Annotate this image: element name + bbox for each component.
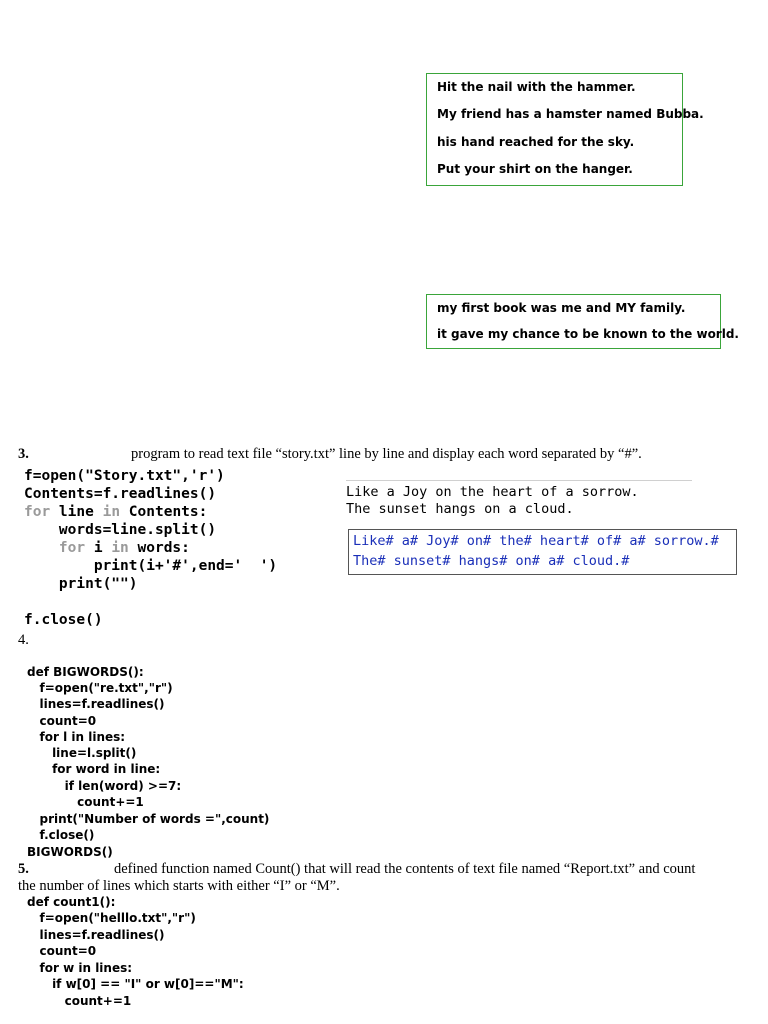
code-line: lines=f.readlines()	[27, 697, 165, 711]
sample-line: my first book was me and MY family.	[437, 301, 686, 315]
sample-text-box-2	[426, 294, 739, 349]
code-line: Contents=f.readlines()	[24, 486, 217, 502]
code-line: if len(word) >=7:	[27, 779, 182, 793]
story-text-sample	[346, 480, 692, 517]
q5-number: 5.	[18, 861, 29, 877]
code-line: count=0	[27, 944, 97, 958]
sample-line: Put your shirt on the hanger.	[437, 162, 633, 176]
code-line: for i in words:	[24, 540, 190, 556]
code-line: if w[0] == "I" or w[0]=="M":	[27, 977, 244, 991]
code-line: for line in Contents:	[24, 504, 208, 520]
code-line: f.close()	[27, 828, 95, 842]
q3-number: 3.	[18, 446, 29, 462]
sample-line: it gave my chance to be known to the world.	[437, 327, 739, 341]
sample-line: My friend has a hamster named Bubba.	[437, 107, 704, 121]
code-line: for l in lines:	[27, 730, 126, 744]
story-line: Like a Joy on the heart of a sorrow.	[346, 484, 639, 500]
code-line: count=0	[27, 714, 97, 728]
output-line: The# sunset# hangs# on# a# cloud.#	[353, 553, 630, 569]
code-line: f=open("re.txt","r")	[27, 681, 173, 695]
code-line: print(i+'#',end=' ')	[24, 558, 278, 574]
code-line: BIGWORDS()	[27, 845, 113, 859]
code-line: count+=1	[27, 994, 132, 1008]
q5-text-2: the number of lines which starts with either “I” or “M”.	[18, 878, 340, 894]
code-line: f.close()	[24, 612, 103, 628]
code-line: f=open("Story.txt",'r')	[24, 468, 225, 484]
code-line: f=open("helllo.txt","r")	[27, 911, 196, 925]
q4-number: 4.	[18, 632, 29, 648]
code-line: print("")	[24, 576, 138, 592]
code-line: def BIGWORDS():	[27, 665, 144, 679]
sample-text-box-1	[426, 73, 704, 186]
q3-text: program to read text file “story.txt” line by line and display each word separated by “#”.	[131, 446, 642, 462]
story-line: The sunset hangs on a cloud.	[346, 501, 574, 517]
code-line: words=line.split()	[24, 522, 217, 538]
sample-line: Hit the nail with the hammer.	[437, 80, 636, 94]
code-line: for w in lines:	[27, 961, 133, 975]
code-line: lines=f.readlines()	[27, 928, 165, 942]
code-line: print("Number of words =",count)	[27, 812, 270, 826]
code-line: for word in line:	[27, 762, 161, 776]
sample-line: his hand reached for the sky.	[437, 135, 635, 149]
output-box	[348, 529, 737, 575]
output-line: Like# a# Joy# on# the# heart# of# a# sorrow.#	[353, 533, 719, 549]
code-line: count+=1	[27, 795, 144, 809]
code-line: def count1():	[27, 895, 116, 909]
code-line: line=l.split()	[27, 746, 137, 760]
q5-text-1: defined function named Count() that will read the contents of text file named “Report.txt” and count	[114, 861, 696, 877]
